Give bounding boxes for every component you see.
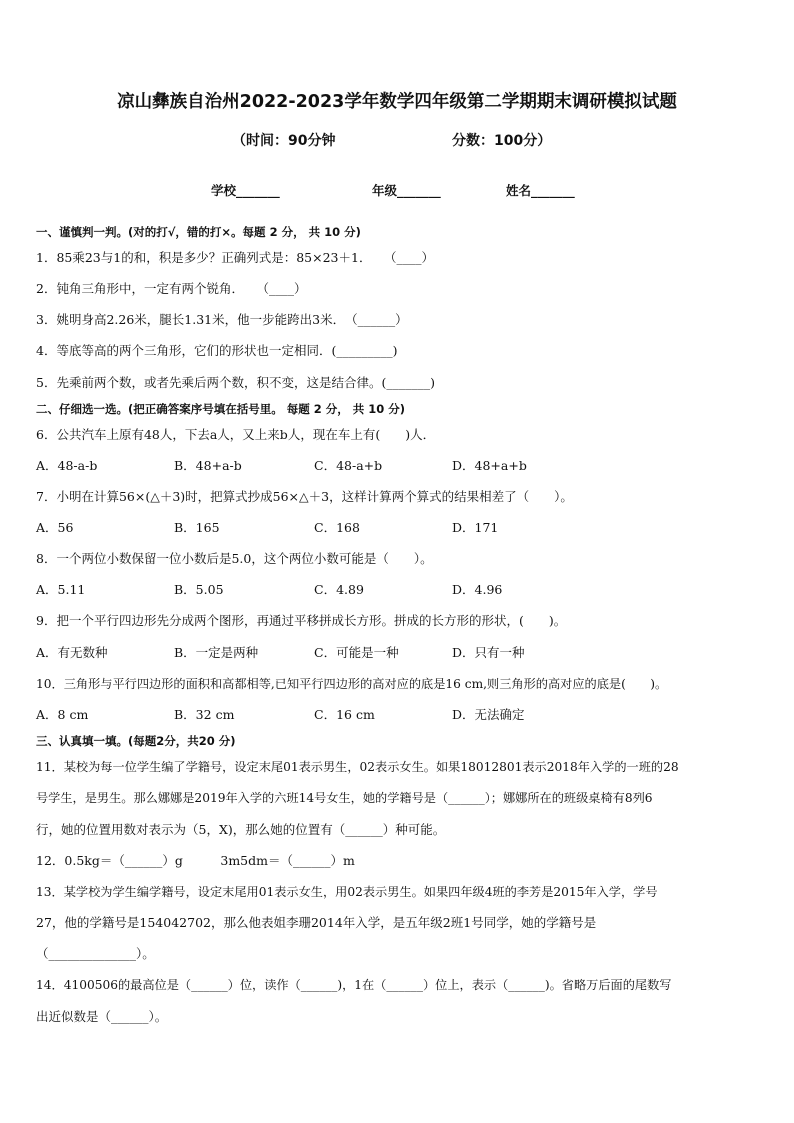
grade-field: 年级_______ [372, 183, 441, 198]
q8-option-c: C．4.89 [314, 582, 364, 597]
section-heading-choice: 二、仔细选一选。(把正确答案序号填在括号里。 每题 2 分， 共 10 分) [36, 402, 406, 416]
q6-option-b: B．48+a-b [174, 458, 242, 473]
question-3: 3．姚明身高2.26米，腿长1.31米，他一步能跨出3米． （______） [36, 312, 408, 327]
question-5: 5．先乘前两个数，或者先乘后两个数，积不变，这是结合律。(_______) [36, 375, 435, 390]
question-11-line-2: 号学生，是男生。那么娜娜是2019年入学的六班14号女生，她的学籍号是（______）；娜娜所在的班级桌椅有8列6 [36, 791, 653, 805]
question-13-line-1: 13．某学校为学生编学籍号，设定末尾用01表示女生，用02表示男生。如果四年级4班的李芳是2015年入学，学号 [36, 885, 658, 899]
question-13-line-3: （______________）。 [36, 946, 155, 961]
question-1: 1．85乘23与1的和，积是多少？正确列式是：85×23＋1． （____） [36, 250, 434, 265]
question-7: 7．小明在计算56×(△＋3)时，把算式抄成56×△＋3，这样计算两个算式的结果相差了（ ）。 [36, 489, 573, 504]
question-14-line-2: 出近似数是（______）。 [36, 1009, 168, 1024]
q7-option-d: D．171 [452, 520, 499, 535]
question-12: 12．0.5kg＝（______）g 3m5dm＝（______）m [36, 853, 355, 868]
question-8: 8．一个两位小数保留一位小数后是5.0，这个两位小数可能是（ ）。 [36, 551, 433, 566]
question-11-line-1: 11．某校为每一位学生编了学籍号，设定末尾01表示男生，02表示女生。如果18012801表示2018年入学的一班的28 [36, 760, 679, 774]
q8-option-a: A．5.11 [36, 582, 86, 597]
question-2: 2．钝角三角形中，一定有两个锐角． （____） [36, 281, 307, 296]
question-6: 6．公共汽车上原有48人，下去a人，又上来b人，现在车上有( )人． [36, 427, 436, 442]
question-14-line-1: 14．4100506的最高位是（______）位，读作（______)，1在（______）位上，表示（______)。省略万后面的尾数写 [36, 978, 672, 992]
exam-score: 分数：100分） [452, 133, 552, 149]
question-11-line-3: 行，她的位置用数对表示为（5，X)，那么她的位置有（______）种可能。 [36, 822, 446, 837]
q10-option-d: D．无法确定 [452, 707, 525, 722]
exam-time: （时间：90分钟 [232, 133, 336, 149]
q8-option-b: B．5.05 [174, 582, 224, 597]
question-10: 10．三角形与平行四边形的面积和高都相等,已知平行四边形的高对应的底是16 cm,则三角形的高对应的底是( )。 [36, 677, 668, 691]
section-heading-judge: 一、谨慎判一判。(对的打√，错的打×。每题 2 分， 共 10 分) [36, 225, 361, 239]
question-4: 4．等底等高的两个三角形，它们的形状也一定相同．(_________) [36, 343, 398, 358]
q6-option-d: D．48+a+b [452, 458, 527, 473]
q7-option-a: A．56 [36, 520, 74, 535]
q10-option-b: B．32 cm [174, 707, 235, 722]
question-13-line-2: 27，他的学籍号是154042702，那么他表姐李珊2014年入学，是五年级2班1号同学，她的学籍号是 [36, 915, 597, 930]
q10-option-a: A．8 cm [36, 707, 89, 722]
q9-option-d: D．只有一种 [452, 645, 525, 660]
q9-option-c: C．可能是一种 [314, 645, 399, 660]
q7-option-c: C．168 [314, 520, 360, 535]
q8-option-d: D．4.96 [452, 582, 503, 597]
q7-option-b: B．165 [174, 520, 220, 535]
q9-option-a: A．有无数种 [36, 645, 108, 660]
q6-option-a: A．48-a-b [36, 458, 98, 473]
question-9: 9．把一个平行四边形先分成两个图形，再通过平移拼成长方形。拼成的长方形的形状，( )。 [36, 613, 567, 628]
name-field: 姓名_______ [506, 183, 575, 198]
q10-option-c: C．16 cm [314, 707, 375, 722]
q6-option-c: C．48-a+b [314, 458, 383, 473]
exam-title: 凉山彝族自治州2022-2023学年数学四年级第二学期期末调研模拟试题 [117, 92, 677, 112]
section-heading-fill: 三、认真填一填。(每题2分，共20 分) [36, 734, 236, 748]
q9-option-b: B．一定是两种 [174, 645, 259, 660]
school-field: 学校_______ [211, 183, 280, 198]
